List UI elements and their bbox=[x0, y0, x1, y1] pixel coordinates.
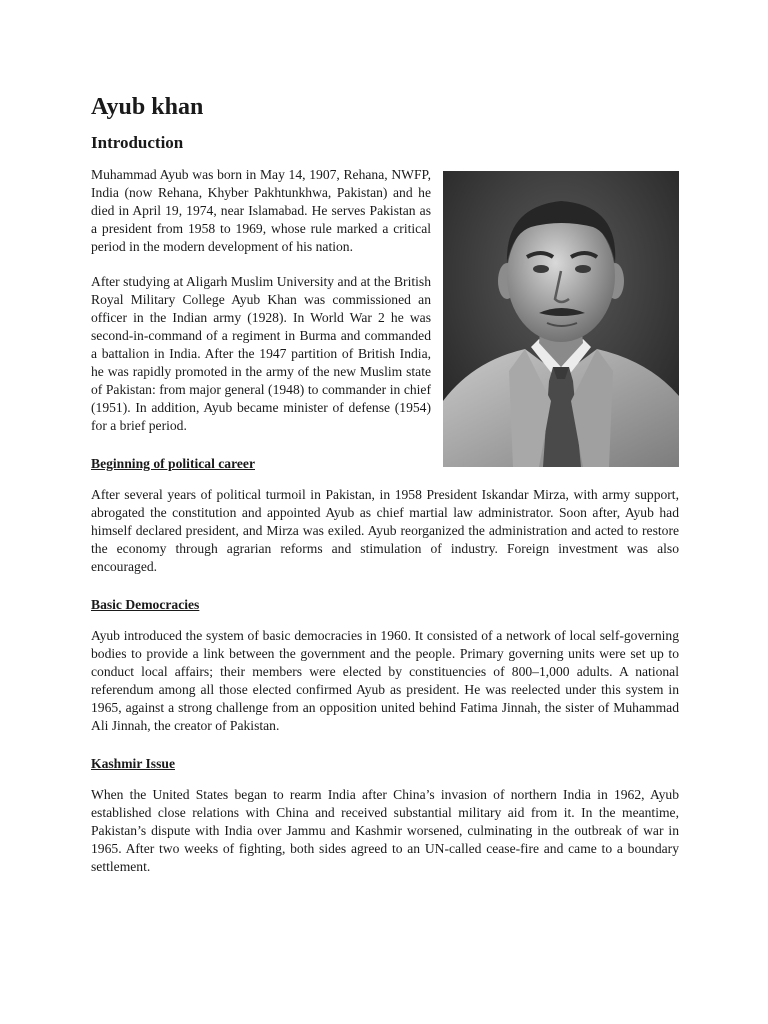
intro-paragraph: Muhammad Ayub was born in May 14, 1907, Rehana, NWFP, India (now Rehana, Khyber Pakhtunkhwa, Pakistan) and he died in April 19, 1974, near Islamabad. He serves Pakistan as a president from 1958 to 1969, whose rule marked a critical period in the modern development of his nation. bbox=[91, 167, 431, 254]
section-body: Ayub introduced the system of basic democracies in 1960. It consisted of a network of local self-governing bodies to provide a link between the government and the people. Primary governing units were set up to conduct local affairs; their members were elected by constituencies of 800–1,000 adults. A national referendum among all those elected confirmed Ayub as president. He was reelected under this system in 1965, against a strong challenge from an opposition united behind Fatima Jinnah, the sister of Muhammad Ali Jinnah, the creator of Pakistan. bbox=[91, 628, 679, 733]
document-page bbox=[91, 92, 679, 876]
document-title: Ayub khan bbox=[91, 94, 204, 120]
section-heading: Beginning of political career bbox=[91, 456, 255, 471]
section-heading: Basic Democracies bbox=[91, 597, 200, 612]
intro-section bbox=[91, 166, 679, 435]
section-body: When the United States began to rearm India after China’s invasion of northern India in 1962, Ayub established close relations with China and received substantial military aid from it. In the meantime, Pakistan’s dispute with India over Jammu and Kashmir worsened, culminating in the outbreak of war in 1965. After two weeks of fighting, both sides agreed to an UN-called cease-fire and came to a boundary settlement. bbox=[91, 787, 679, 874]
section-heading: Kashmir Issue bbox=[91, 756, 175, 771]
portrait-photo bbox=[443, 171, 679, 467]
intro-text bbox=[91, 166, 431, 435]
section-body: After several years of political turmoil in Pakistan, in 1958 President Iskandar Mirza, with army support, abrogated the constitution and appointed Ayub as chief martial law administrator. Soon after, Ayub had himself declared president, and Mirza was exiled. Ayub reorganized the administration and acted to restore the economy through agrarian reforms and stimulation of industry. Foreign investment was also encouraged. bbox=[91, 487, 679, 574]
intro-paragraph: After studying at Aligarh Muslim University and at the British Royal Military College Ayub Khan was commissioned an officer in the Indian army (1928). In World War 2 he was second-in-command of a regiment in Burma and commanded a battalion in India. After the 1947 partition of British India, he was rapidly promoted in the army of the new Muslim state of Pakistan: from major general (1948) to commander in chief (1951). In addition, Ayub became minister of defense (1954) for a brief period. bbox=[91, 274, 431, 433]
portrait-illustration bbox=[443, 171, 679, 467]
intro-heading: Introduction bbox=[91, 133, 184, 152]
